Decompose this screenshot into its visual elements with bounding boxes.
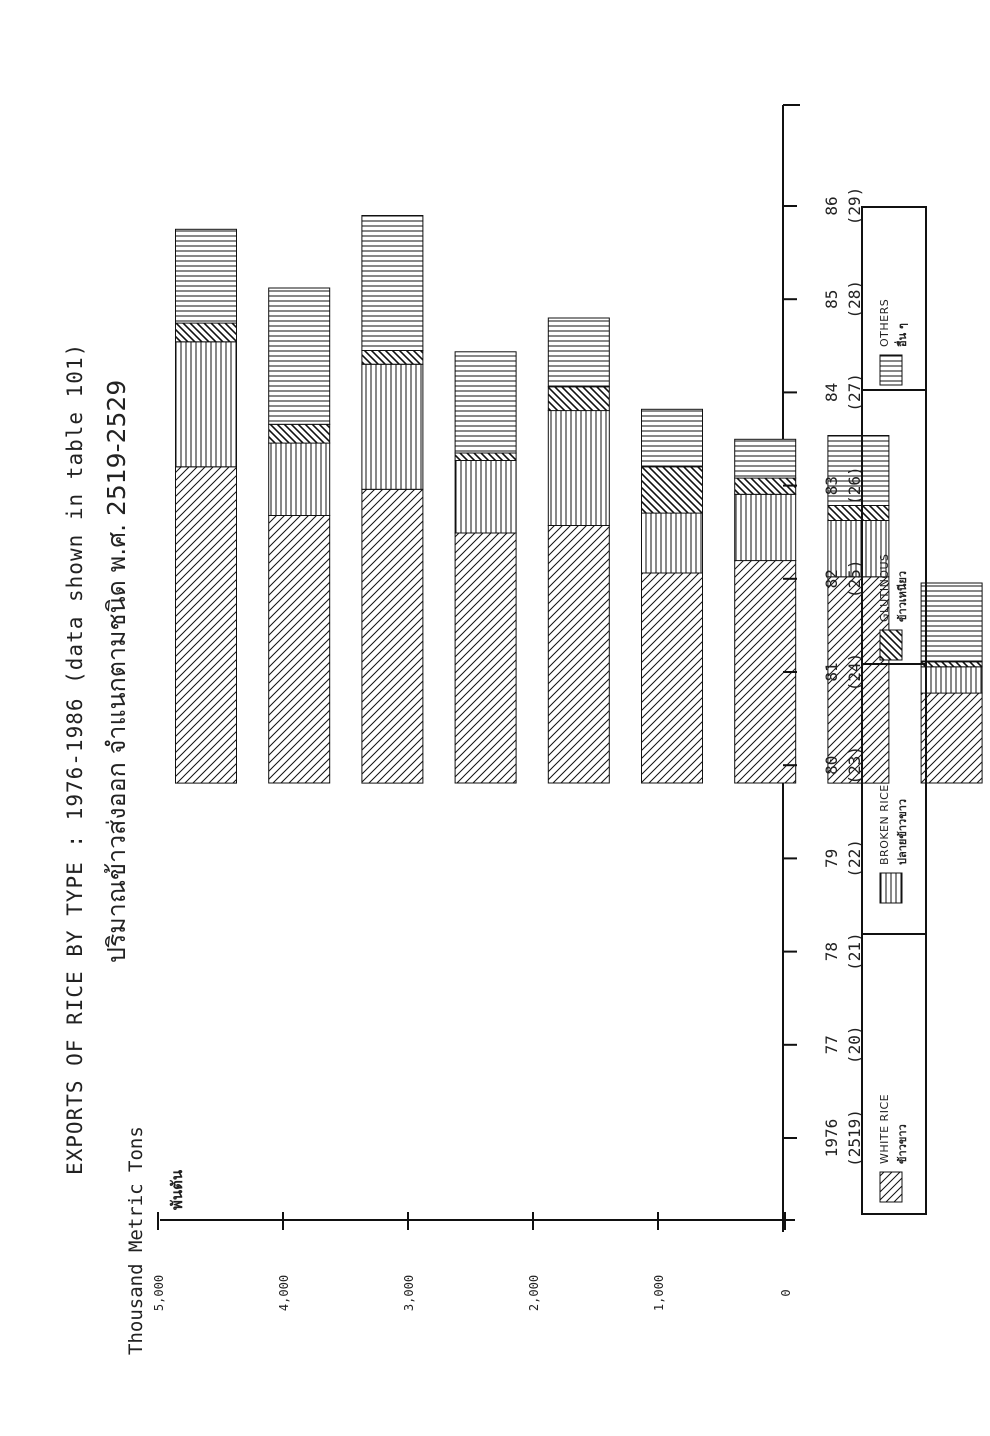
bar-segment-others <box>362 216 423 351</box>
chart-title-thai: ปริมาณข้าวส่งออก จำแนกตามชนิด พ.ศ. 2519-2529 <box>102 379 131 963</box>
category-label-be: (26) <box>845 466 864 505</box>
legend-label-thai: ข้าวเหนียว <box>896 570 909 622</box>
legend-label-thai: ข้าวขาว <box>896 1124 909 1164</box>
category-label-be: (25) <box>845 559 864 599</box>
bar-segment-glutinous <box>548 387 609 411</box>
value-tick-label: 2,000 <box>527 1274 541 1312</box>
bar-segment-broken-rice <box>921 667 982 693</box>
bar-segment-glutinous <box>642 467 703 513</box>
bar-segment-glutinous <box>828 506 889 521</box>
value-tick-label: 3,000 <box>402 1274 416 1312</box>
bar-segment-white-rice <box>362 489 423 783</box>
category-label: 79 <box>822 848 841 869</box>
bar-segment-broken-rice <box>455 461 516 534</box>
bar-segment-white-rice <box>176 467 237 783</box>
legend-swatch-white-rice <box>880 1172 902 1202</box>
bar-segment-glutinous <box>269 424 330 443</box>
value-axis-label-thai: พันตัน <box>168 1169 186 1210</box>
bar-segment-others <box>921 583 982 662</box>
bar-segment-others <box>455 352 516 453</box>
category-label-be: (20) <box>845 1025 864 1065</box>
bar-segment-broken-rice <box>548 411 609 526</box>
legend-swatch-glutinous <box>880 630 902 660</box>
bar-segment-broken-rice <box>269 443 330 516</box>
value-ticks <box>152 1212 793 1311</box>
category-label-be: (29) <box>845 186 864 226</box>
value-tick-label: 0 <box>779 1289 793 1297</box>
bar-segment-glutinous <box>362 351 423 365</box>
bar-segment-others <box>269 288 330 424</box>
category-label: 84 <box>822 382 841 403</box>
bar-segment-others <box>735 439 796 478</box>
legend-swatch-others <box>880 355 902 385</box>
legend-label: OTHERS <box>878 298 891 347</box>
legend-swatch-broken-rice <box>880 873 902 903</box>
legend-label: GLUTINOUS <box>878 553 891 622</box>
legend-label-thai: ปลายข้าวขาว <box>896 798 909 865</box>
chart-title: EXPORTS OF RICE BY TYPE : 1976-1986 (data shown in table 101) <box>63 342 87 1175</box>
value-axis-label: Thousand Metric Tons <box>125 1126 147 1355</box>
value-tick-label: 5,000 <box>152 1274 166 1312</box>
value-tick-label: 4,000 <box>277 1274 291 1312</box>
bar-segment-white-rice <box>269 516 330 784</box>
bar-segment-others <box>548 318 609 387</box>
category-label-be: (2519) <box>845 1109 864 1167</box>
legend-label: BROKEN RICE <box>878 784 891 865</box>
category-label-be: (23) <box>845 745 864 785</box>
category-label: 80 <box>822 755 841 775</box>
category-label-be: (22) <box>845 839 864 878</box>
bar-segment-glutinous <box>176 323 237 342</box>
bar-segment-white-rice <box>548 526 609 784</box>
bar-segment-broken-rice <box>362 364 423 489</box>
category-label: 81 <box>822 662 841 682</box>
value-tick-label: 1,000 <box>652 1274 666 1312</box>
category-label: 85 <box>822 289 841 309</box>
bar-segment-glutinous <box>455 453 516 461</box>
legend-label-thai: อื่น ๆ <box>896 323 909 347</box>
category-label-be: (24) <box>845 652 864 692</box>
category-label: 83 <box>822 475 841 496</box>
bar-segment-others <box>642 409 703 467</box>
category-label: 86 <box>822 196 841 216</box>
bar-segment-white-rice <box>455 533 516 783</box>
category-label-be: (21) <box>845 932 864 971</box>
bar-segment-broken-rice <box>735 494 796 560</box>
bar-segment-broken-rice <box>176 342 237 467</box>
category-label: 78 <box>822 941 841 962</box>
bar-segment-others <box>176 229 237 323</box>
category-label: 77 <box>822 1035 841 1055</box>
category-label-be: (28) <box>845 279 864 319</box>
legend-label: WHITE RICE <box>878 1093 891 1164</box>
category-label: 1976 <box>822 1118 841 1158</box>
category-label-be: (27) <box>845 373 864 412</box>
bar-segment-white-rice <box>921 693 982 783</box>
bar-segment-white-rice <box>642 573 703 783</box>
bar-segment-glutinous <box>921 662 982 667</box>
bar-segment-broken-rice <box>642 513 703 573</box>
category-label: 82 <box>822 569 841 589</box>
bars <box>176 206 990 1138</box>
